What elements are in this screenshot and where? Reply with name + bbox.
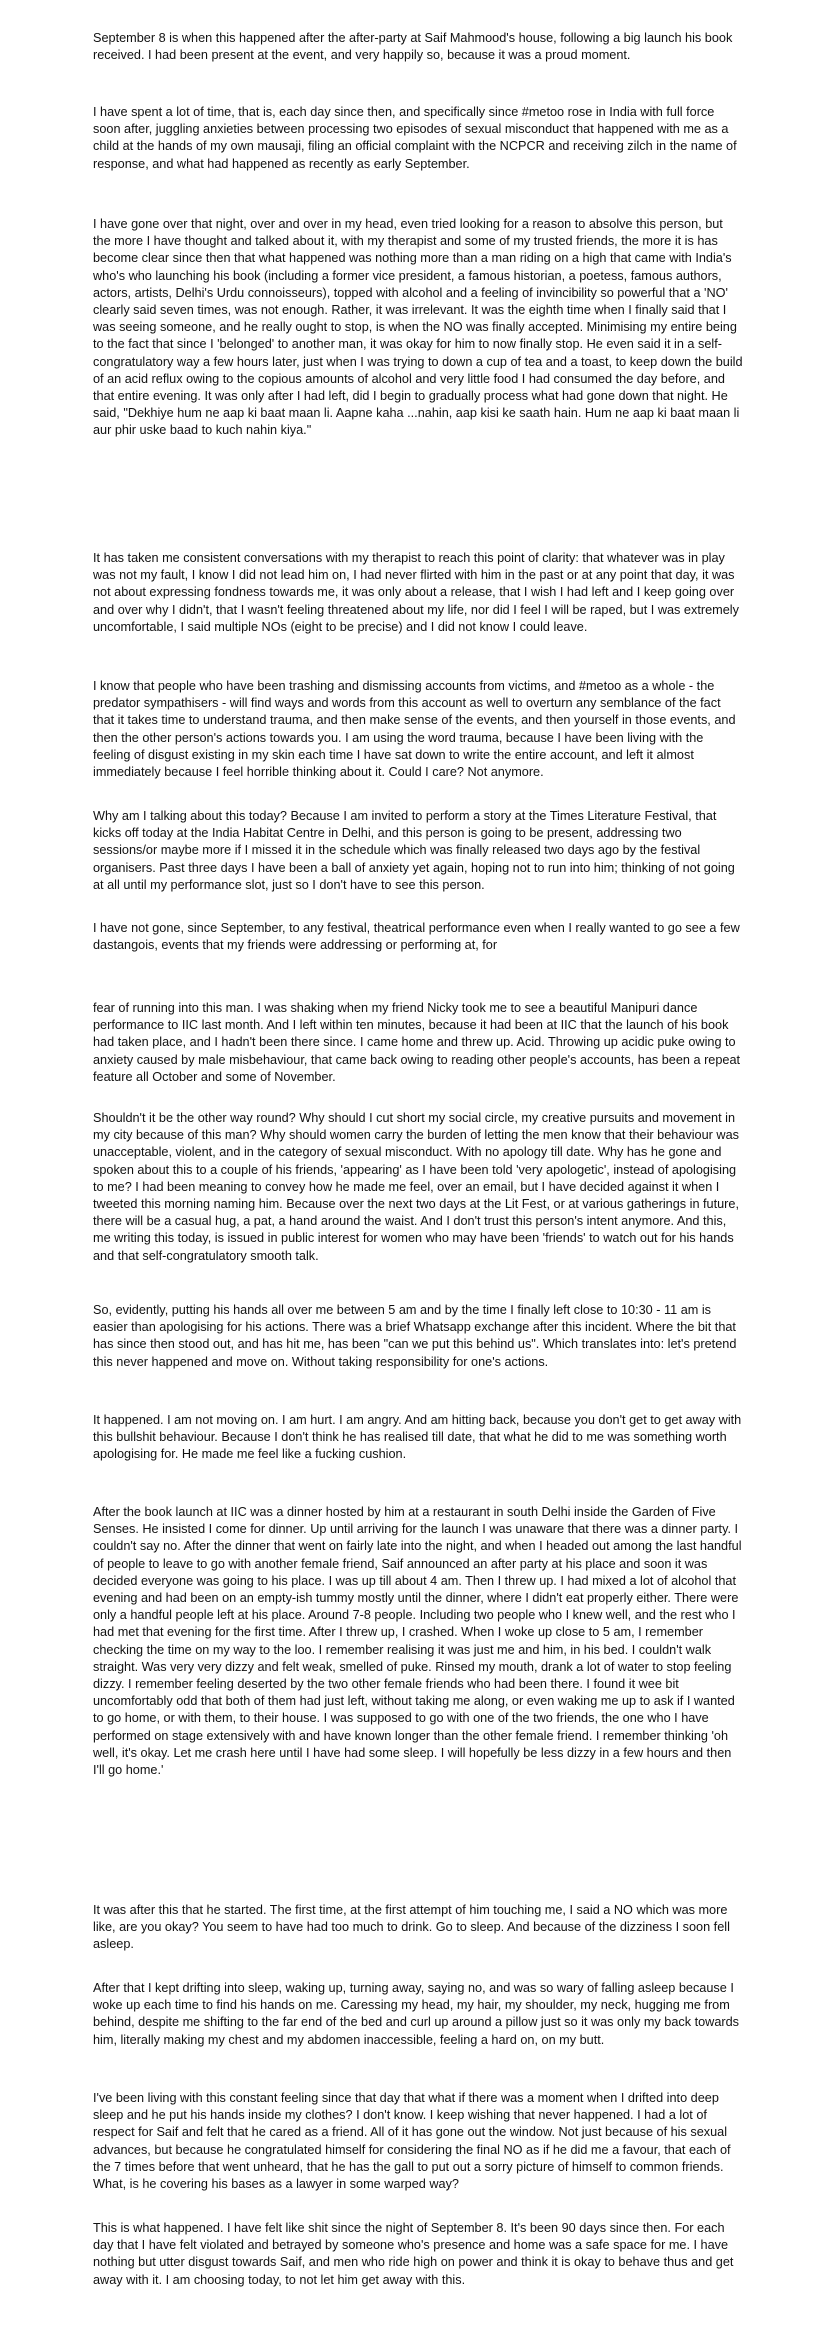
paragraph: I have gone over that night, over and over in my head, even tried looking for a reason to absolve this person, but the more I have thought and talked about it, with my therapist and some of my trusted friends, the more it is has become clear since then that what happened was nothing more than a man riding on a high that came with India's who's who launching his book (including a former vice president, a famous historian, a poetess, famous authors, actors, artists, Delhi's Urdu connoisseurs), topped with alcohol and a feeling of invincibility so powerful that a 'NO' clearly said seven times, was not enough. Rather, it was irrelevant. It was the eighth time when I finally said that I was seeing someone, and he really ought to stop, is when the NO was finally accepted. Minimising my entire being to the fact that since I 'belonged' to another man, it was okay for him to now finally stop. He even said it in a self-congratulatory way a few hours later, just when I was trying to down a cup of tea and a toast, to keep down the build of an acid reflux owing to the copious amounts of alcohol and very little food I had consumed the day before, and that entire evening. It was only after I had left, did I begin to gradually process what had gone down that night. He said, "Dekhiye hum ne aap ki baat maan li. Aapne kaha ...nahin, aap kisi ke saath hain. Hum ne aap ki baat maan li aur phir uske baad to kuch nahin kiya." <box>93 217 743 438</box>
paragraph: I have spent a lot of time, that is, each day since then, and specifically since #metoo rose in India with full force soon after, juggling anxieties between processing two episodes of sexual misconduct that happened with me as a child at the hands of my own mausaji, filing an official complaint with the NCPCR and receiving zilch in the name of response, and what had happened as recently as early September. <box>93 105 737 171</box>
paragraph: After that I kept drifting into sleep, waking up, turning away, saying no, and was so wary of falling asleep because I woke up each time to find his hands on me. Caressing my head, my hair, my shoulder, my neck, hugging me from behind, despite me shifting to the far end of the bed and curl up around a pillow just so it was only my back towards him, literally making my chest and my abdomen inaccessible, feeling a hard on, on my butt. <box>93 1981 740 2047</box>
paragraph: I know that people who have been trashing and dismissing accounts from victims, and #metoo as a whole - the predator sympathisers - will find ways and words from this account as well to overturn any semblance of the fact that it takes time to understand trauma, and then make sense of the events, and then yourself in those events, and then the other person's actions towards you. I am using the word trauma, because I have been living with the feeling of disgust existing in my skin each time I have sat down to write the entire account, and left it almost immediately because I feel horrible thinking about it. Could I care? Not anymore. <box>93 679 736 780</box>
paragraph: September 8 is when this happened after the after-party at Saif Mahmood's house, following a big launch his book received. I had been present at the event, and very happily so, because it was a proud moment. <box>93 31 733 63</box>
paragraph: So, evidently, putting his hands all over me between 5 am and by the time I finally left close to 10:30 - 11 am is easier than apologising for his actions. There was a brief Whatsapp exchange after this incident. Where the bit that has since then stood out, and has hit me, has been "can we put this behind us". Which translates into: let's pretend this never happened and move on. Without taking responsibility for one's actions. <box>93 1303 737 1369</box>
paragraph: fear of running into this man. I was shaking when my friend Nicky took me to see a beautiful Manipuri dance performance to IIC last month. And I left within ten minutes, because it had been at IIC that the launch of his book had taken place, and I hadn't been there since. I came home and threw up. Acid. Throwing up acidic puke owing to anxiety caused by male misbehaviour, that came back owing to reading other people's accounts, has been a repeat feature all October and some of November. <box>93 1001 741 1084</box>
paragraph: Shouldn't it be the other way round? Why should I cut short my social circle, my creative pursuits and movement in my city because of this man? Why should women carry the burden of letting the men know that their behaviour was unacceptable, violent, and in the category of sexual misconduct. With no apology till date. Why has he gone and spoken about this to a couple of his friends, 'appearing' as I have been told 'very apologetic', instead of apologising to me? I had been meaning to convey how he made me feel, over an email, but I have decided against it when I tweeted this morning naming him. Because over the next two days at the Lit Fest, or at various gatherings in future, there will be a casual hug, a pat, a hand around the waist. And I don't trust this person's intent anymore. And this, me writing this today, is issued in public interest for women who may have been 'friends' to watch out for his hands and that self-congratulatory smooth talk. <box>93 1111 739 1263</box>
paragraph: It happened. I am not moving on. I am hurt. I am angry. And am hitting back, because you don't get to get away with this bullshit behaviour. Because I don't think he has realised till date, that what he did to me was something worth apologising for. He made me feel like a fucking cushion. <box>93 1413 742 1462</box>
paragraph: I have not gone, since September, to any festival, theatrical performance even when I really wanted to go see a few dastangois, events that my friends were addressing or performing at, for <box>93 921 740 953</box>
paragraph: It has taken me consistent conversations with my therapist to reach this point of clarity: that whatever was in play was not my fault, I know I did not lead him on, I had never flirted with him in the past or at any point that day, it was not about expressing fondness towards me, it was only about a release, that I wish I had left and I keep going over and over why I didn't, that I wasn't feeling threatened about my life, nor did I feel I will be raped, but I was extremely uncomfortable, I said multiple NOs (eight to be precise) and I did not know I could leave. <box>93 551 739 634</box>
paragraph: It was after this that he started. The first time, at the first attempt of him touching me, I said a NO which was more like, are you okay? You seem to have had too much to drink. Go to sleep. And because of the dizziness I soon fell asleep. <box>93 1903 730 1952</box>
paragraph: Why am I talking about this today? Because I am invited to perform a story at the Times Literature Festival, that kicks off today at the India Habitat Centre in Delhi, and this person is going to be present, addressing two sessions/or maybe more if I missed it in the schedule which was finally released two days ago by the festival organisers. Past three days I have been a ball of anxiety yet again, hoping not to run into him; thinking of not going at all until my performance slot, just so I don't have to see this person. <box>93 809 735 892</box>
paragraph: After the book launch at IIC was a dinner hosted by him at a restaurant in south Delhi inside the Garden of Five Senses. He insisted I come for dinner. Up until arriving for the launch I was unaware that there was a dinner party. I couldn't say no. After the dinner that went on fairly late into the night, and when I headed out among the last handful of people to leave to go with another female friend, Saif announced an after party at his place and soon it was decided everyone was going to his place. I was up till about 4 am. Then I threw up. I had mixed a lot of alcohol that evening and had been on an empty-ish tummy mostly until the dinner, where I didn't eat properly either. There were only a handful people left at his place. Around 7-8 people. Including two people who I knew well, and the rest who I had met that evening for the first time. After I threw up, I crashed. When I woke up close to 5 am, I remember checking the time on my way to the loo. I remember realising it was just me and him, in his bed. I couldn't walk straight. Was very very dizzy and felt weak, smelled of puke. Rinsed my mouth, drank a lot of water to stop feeling dizzy. I remember feeling deserted by the two other female friends who had been there. I found it wee bit uncomfortably odd that both of them had just left, without taking me along, or even waking me up to ask if I wanted to go home, or with them, to their house. I was supposed to go with one of the two friends, the one who I have performed on stage extensively with and have known longer than the other female friend. I remember thinking 'oh well, it's okay. Let me crash here until I have had some sleep. I will hopefully be less dizzy in a few hours and then I'll go home.' <box>93 1505 742 1778</box>
paragraph: This is what happened. I have felt like shit since the night of September 8. It's been 90 days since then. For each day that I have felt violated and betrayed by someone who's presence and home was a safe space for me. I have nothing but utter disgust towards Saif, and men who ride high on power and think it is okay to behave thus and get away with it. I am choosing today, to not let him get away with this. <box>93 2221 734 2287</box>
paragraph: I've been living with this constant feeling since that day that what if there was a moment when I drifted into deep sleep and he put his hands inside my clothes? I don't know. I keep wishing that never happened. I had a lot of respect for Saif and felt that he cared as a friend. All of it has gone out the window. Not just because of his sexual advances, but because he congratulated himself for considering the final NO as if he did me a favour, that each of the 7 times before that went unheard, that he has the gall to put out a sorry picture of himself to common friends. What, is he covering his bases as a lawyer in some warped way? <box>93 2091 731 2192</box>
